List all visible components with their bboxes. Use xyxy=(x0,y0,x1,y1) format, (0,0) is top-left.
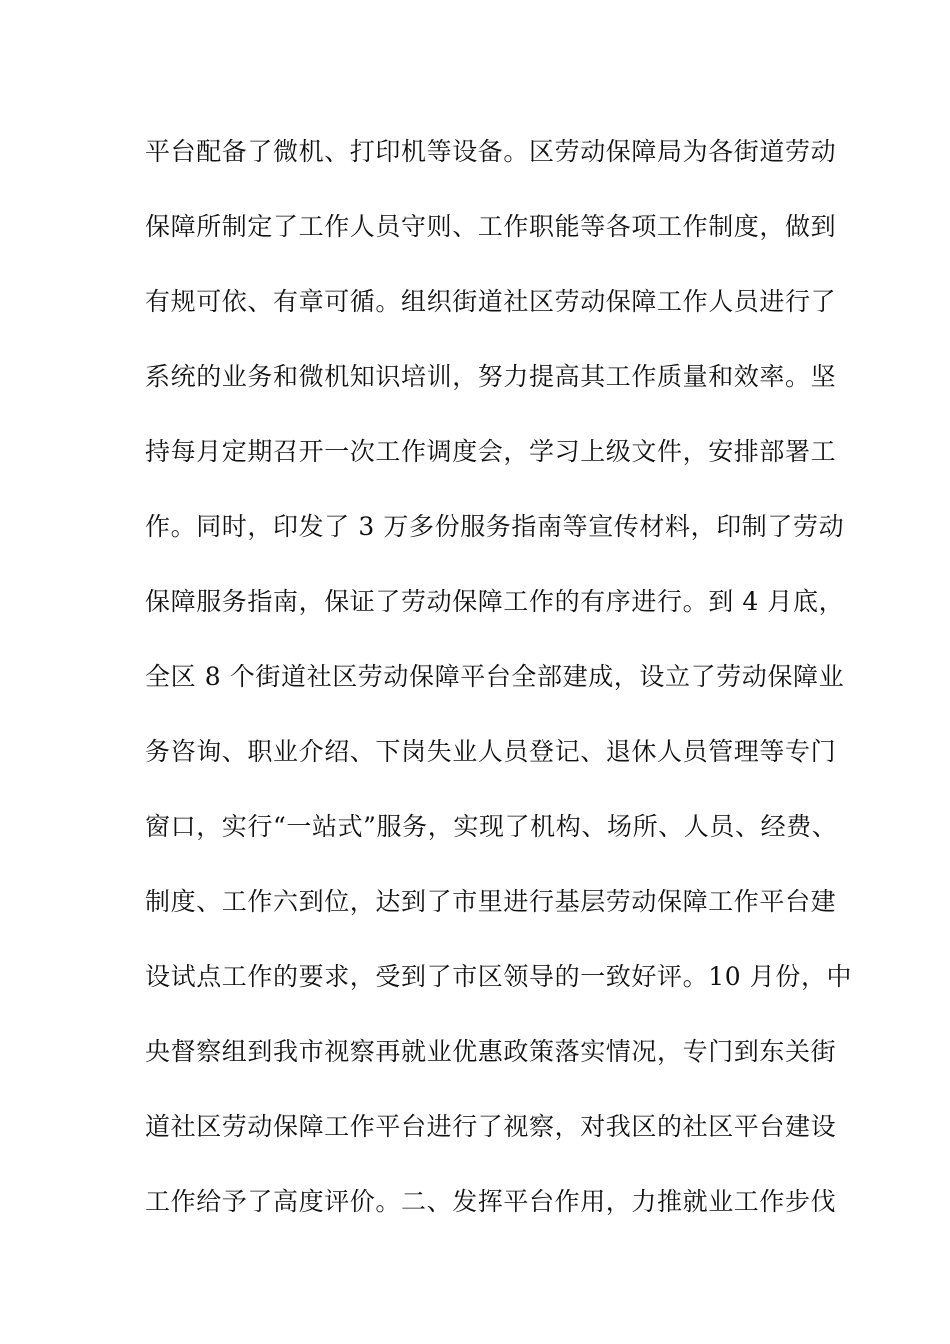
text-line: 有规可依、有章可循。组织街道社区劳动保障工作人员进行了 xyxy=(145,287,837,316)
text-line: 作。同时，印发了 3 万多份服务指南等宣传材料，印制了劳动 xyxy=(145,512,845,541)
text-line: 系统的业务和微机知识培训，努力提高其工作质量和效率。坚 xyxy=(145,362,837,391)
text-line: 窗口，实行“一站式”服务，实现了机构、场所、人员、经费、 xyxy=(145,812,838,841)
text-line: 道社区劳动保障工作平台进行了视察，对我区的社区平台建设 xyxy=(145,1112,837,1141)
text-line: 保障服务指南，保证了劳动保障工作的有序进行。到 4 月底， xyxy=(145,587,845,616)
text-line: 全区 8 个街道社区劳动保障平台全部建成，设立了劳动保障业 xyxy=(145,662,845,691)
body-text xyxy=(145,132,853,1257)
text-line: 央督察组到我市视察再就业优惠政策落实情况，专门到东关街 xyxy=(145,1037,837,1066)
text-line: 设试点工作的要求，受到了市区领导的一致好评。10 月份，中 xyxy=(145,962,853,991)
text-line: 务咨询、职业介绍、下岗失业人员登记、退休人员管理等专门 xyxy=(145,737,837,766)
text-line: 工作给予了高度评价。二、发挥平台作用，力推就业工作步伐 xyxy=(145,1187,837,1216)
text-line: 持每月定期召开一次工作调度会，学习上级文件，安排部署工 xyxy=(145,437,837,466)
text-line: 制度、工作六到位，达到了市里进行基层劳动保障工作平台建 xyxy=(145,887,837,916)
text-line: 平台配备了微机、打印机等设备。区劳动保障局为各街道劳动 xyxy=(145,137,837,166)
text-line: 保障所制定了工作人员守则、工作职能等各项工作制度，做到 xyxy=(145,212,837,241)
